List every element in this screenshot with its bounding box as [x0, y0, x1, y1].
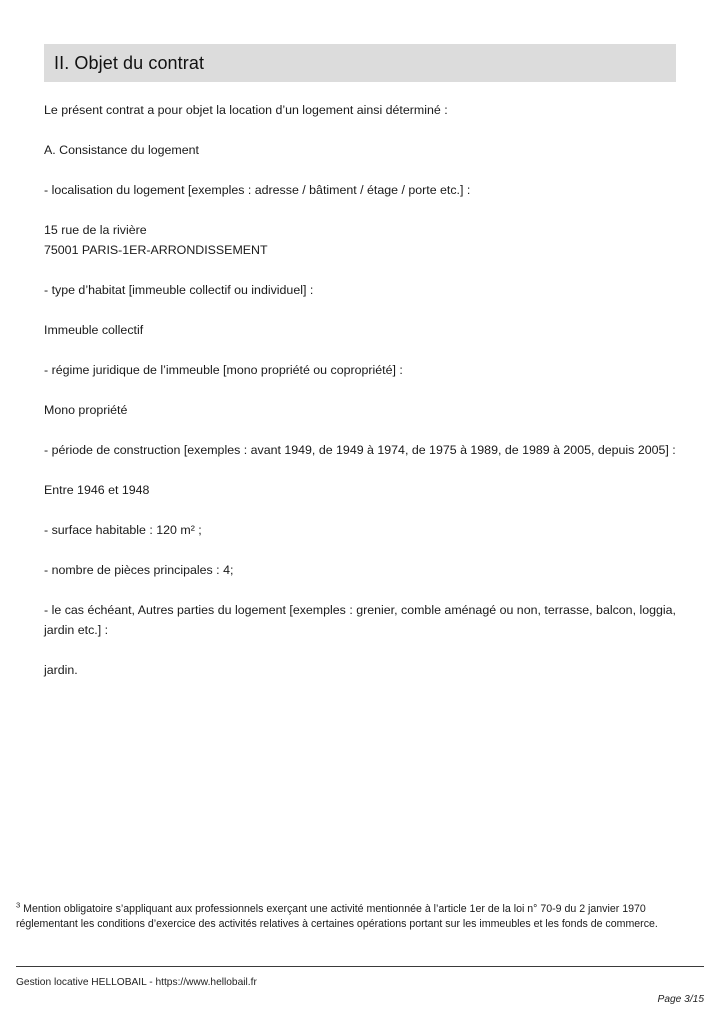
intro-paragraph: Le présent contrat a pour objet la location d’un logement ainsi déterminé : — [44, 103, 448, 117]
regime-value: Mono propriété — [44, 403, 128, 417]
body-content — [44, 100, 676, 680]
address-line-1: 15 rue de la rivière — [44, 223, 147, 237]
habitat-label: - type d’habitat [immeuble collectif ou individuel] : — [44, 283, 314, 297]
subsection-a-heading: A. Consistance du logement — [44, 143, 199, 157]
footnote-text: Mention obligatoire s’appliquant aux professionnels exerçant une activité mentionnée à l’article 1er de la loi n° 70-9 du 2 janvier 1970 réglementant les conditions d’exercice des activités relatives à certaines opérations portant sur les immeubles et les fonds de commerce. — [16, 903, 658, 931]
habitat-value: Immeuble collectif — [44, 323, 144, 337]
pieces-label: - nombre de pièces principales : 4; — [44, 563, 234, 577]
address-block — [44, 220, 676, 260]
footnote — [16, 902, 704, 932]
periode-label: - période de construction [exemples : avant 1949, de 1949 à 1974, de 1975 à 1989, de 1989 à 2005, depuis 2005] : — [44, 443, 676, 457]
regime-label: - régime juridique de l’immeuble [mono propriété ou copropriété] : — [44, 363, 403, 377]
section-heading: II. Objet du contrat — [44, 44, 676, 82]
page-content — [44, 44, 676, 700]
footnote-marker: 3 — [16, 900, 21, 910]
footer-divider — [16, 966, 704, 967]
footer-source-text: Gestion locative HELLOBAIL - https://www.hellobail.fr — [16, 977, 257, 988]
autres-parties-value: jardin. — [44, 663, 78, 677]
page-number: Page 3/15 — [657, 994, 704, 1005]
surface-label: - surface habitable : 120 m² ; — [44, 523, 202, 537]
localisation-label: - localisation du logement [exemples : adresse / bâtiment / étage / porte etc.] : — [44, 183, 471, 197]
address-line-2: 75001 PARIS-1ER-ARRONDISSEMENT — [44, 243, 268, 257]
autres-parties-label: - le cas échéant, Autres parties du logement [exemples : grenier, comble aménagé ou non, terrasse, balcon, loggia, jardin etc.] : — [44, 603, 676, 637]
periode-value: Entre 1946 et 1948 — [44, 483, 150, 497]
